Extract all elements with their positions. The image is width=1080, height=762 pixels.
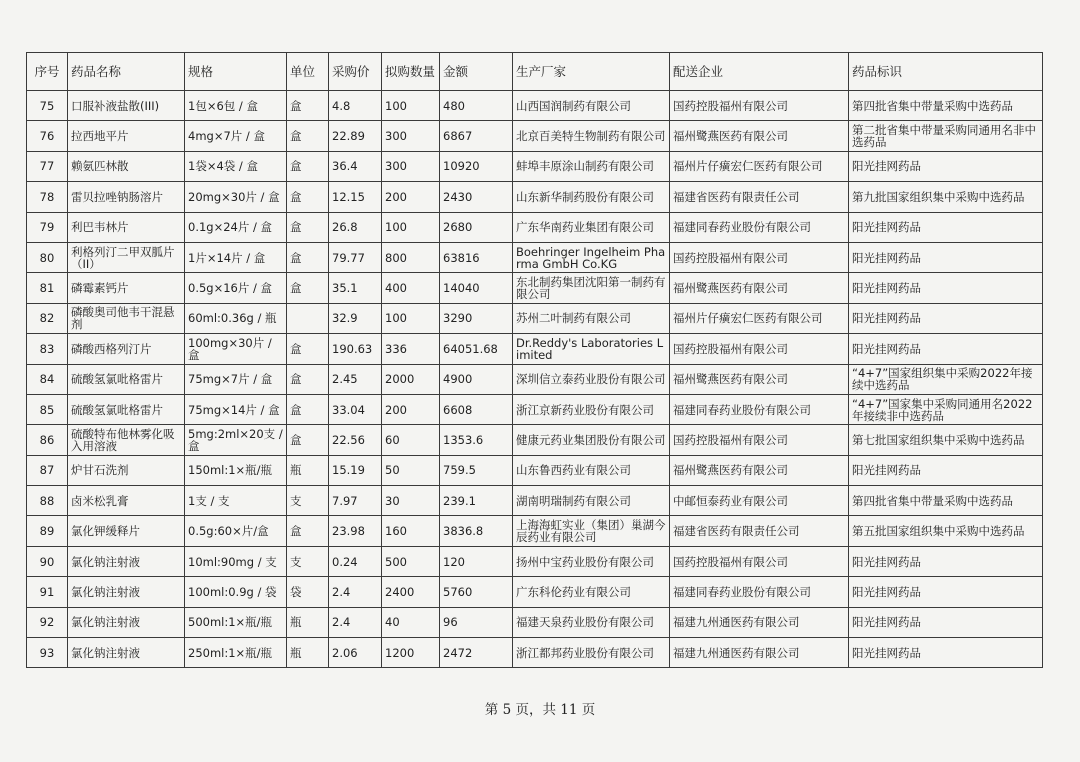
cell-seq: 81	[27, 273, 68, 303]
cell-unit: 袋	[287, 577, 329, 607]
cell-seq: 78	[27, 182, 68, 212]
cell-drug-name: 氯化钠注射液	[68, 638, 185, 668]
cell-quantity: 40	[382, 607, 440, 637]
cell-distributor: 福州片仔癀宏仁医药有限公司	[670, 303, 849, 333]
cell-drug-tag: 阳光挂网药品	[849, 242, 1043, 272]
cell-drug-tag: 阳光挂网药品	[849, 273, 1043, 303]
cell-manufacturer: 东北制药集团沈阳第一制药有限公司	[513, 273, 670, 303]
cell-quantity: 50	[382, 455, 440, 485]
cell-drug-tag: 阳光挂网药品	[849, 303, 1043, 333]
cell-drug-name: 硫酸特布他林雾化吸入用溶液	[68, 425, 185, 455]
cell-amount: 3836.8	[440, 516, 513, 546]
cell-distributor: 国药控股福州有限公司	[670, 546, 849, 576]
table-row	[27, 121, 1043, 151]
table-row	[27, 91, 1043, 121]
cell-unit	[287, 303, 329, 333]
cell-unit: 盒	[287, 273, 329, 303]
cell-drug-tag: 阳光挂网药品	[849, 638, 1043, 668]
cell-distributor: 福建同春药业股份有限公司	[670, 577, 849, 607]
cell-manufacturer: 山东新华制药股份有限公司	[513, 182, 670, 212]
table-row	[27, 455, 1043, 485]
cell-drug-tag: 阳光挂网药品	[849, 334, 1043, 364]
cell-distributor: 福建同春药业股份有限公司	[670, 394, 849, 424]
cell-quantity: 300	[382, 121, 440, 151]
table-row	[27, 182, 1043, 212]
table-row	[27, 486, 1043, 516]
cell-unit: 盒	[287, 334, 329, 364]
cell-price: 0.24	[329, 546, 382, 576]
cell-drug-name: 磷酸奥司他韦干混悬剂	[68, 303, 185, 333]
cell-price: 26.8	[329, 212, 382, 242]
cell-price: 2.4	[329, 577, 382, 607]
cell-unit: 盒	[287, 212, 329, 242]
cell-seq: 86	[27, 425, 68, 455]
cell-unit: 盒	[287, 91, 329, 121]
cell-distributor: 中邮恒泰药业有限公司	[670, 486, 849, 516]
cell-quantity: 400	[382, 273, 440, 303]
cell-seq: 92	[27, 607, 68, 637]
cell-spec: 4mg×7片 / 盒	[185, 121, 287, 151]
cell-price: 4.8	[329, 91, 382, 121]
cell-spec: 75mg×7片 / 盒	[185, 364, 287, 394]
table-row	[27, 577, 1043, 607]
cell-manufacturer: 湖南明瑞制药有限公司	[513, 486, 670, 516]
cell-seq: 84	[27, 364, 68, 394]
cell-quantity: 2400	[382, 577, 440, 607]
cell-spec: 0.5g:60×片/盒	[185, 516, 287, 546]
cell-drug-tag: “4+7”国家组织集中采购2022年接续中选药品	[849, 364, 1043, 394]
cell-manufacturer: 山东鲁西药业有限公司	[513, 455, 670, 485]
cell-distributor: 福州片仔癀宏仁医药有限公司	[670, 151, 849, 181]
cell-unit: 支	[287, 546, 329, 576]
cell-unit: 瓶	[287, 638, 329, 668]
cell-distributor: 福州鹭燕医药有限公司	[670, 273, 849, 303]
cell-amount: 6867	[440, 121, 513, 151]
cell-distributor: 国药控股福州有限公司	[670, 425, 849, 455]
cell-quantity: 100	[382, 91, 440, 121]
cell-unit: 盒	[287, 121, 329, 151]
cell-distributor: 国药控股福州有限公司	[670, 334, 849, 364]
column-header-drug-name: 药品名称	[68, 53, 185, 91]
cell-amount: 239.1	[440, 486, 513, 516]
cell-seq: 85	[27, 394, 68, 424]
cell-drug-name: 氯化钾缓释片	[68, 516, 185, 546]
cell-amount: 5760	[440, 577, 513, 607]
cell-quantity: 336	[382, 334, 440, 364]
cell-drug-tag: 阳光挂网药品	[849, 455, 1043, 485]
cell-spec: 100ml:0.9g / 袋	[185, 577, 287, 607]
cell-drug-tag: 第四批省集中带量采购中选药品	[849, 91, 1043, 121]
table-row	[27, 151, 1043, 181]
cell-drug-name: 卤米松乳膏	[68, 486, 185, 516]
cell-drug-tag: 第五批国家组织集中采购中选药品	[849, 516, 1043, 546]
cell-drug-tag: 第七批国家组织集中采购中选药品	[849, 425, 1043, 455]
cell-drug-tag: 阳光挂网药品	[849, 607, 1043, 637]
cell-amount: 1353.6	[440, 425, 513, 455]
cell-amount: 2472	[440, 638, 513, 668]
cell-spec: 0.5g×16片 / 盒	[185, 273, 287, 303]
cell-quantity: 200	[382, 182, 440, 212]
cell-spec: 1片×14片 / 盒	[185, 242, 287, 272]
cell-unit: 盒	[287, 182, 329, 212]
cell-amount: 2430	[440, 182, 513, 212]
cell-spec: 75mg×14片 / 盒	[185, 394, 287, 424]
cell-quantity: 100	[382, 212, 440, 242]
table-row	[27, 334, 1043, 364]
column-header-distributor: 配送企业	[670, 53, 849, 91]
cell-drug-tag: 第四批省集中带量采购中选药品	[849, 486, 1043, 516]
cell-unit: 盒	[287, 151, 329, 181]
cell-unit: 盒	[287, 425, 329, 455]
cell-unit: 盒	[287, 364, 329, 394]
cell-spec: 250ml:1×瓶/瓶	[185, 638, 287, 668]
cell-price: 22.89	[329, 121, 382, 151]
cell-drug-tag: 阳光挂网药品	[849, 212, 1043, 242]
cell-seq: 90	[27, 546, 68, 576]
table-row	[27, 303, 1043, 333]
cell-price: 2.45	[329, 364, 382, 394]
cell-manufacturer: Dr.Reddy's Laboratories Limited	[513, 334, 670, 364]
cell-drug-tag: 阳光挂网药品	[849, 577, 1043, 607]
cell-seq: 93	[27, 638, 68, 668]
cell-manufacturer: 福建天泉药业股份有限公司	[513, 607, 670, 637]
cell-drug-tag: 阳光挂网药品	[849, 546, 1043, 576]
cell-seq: 88	[27, 486, 68, 516]
cell-manufacturer: 扬州中宝药业股份有限公司	[513, 546, 670, 576]
cell-unit: 盒	[287, 394, 329, 424]
cell-seq: 91	[27, 577, 68, 607]
table-row	[27, 394, 1043, 424]
cell-price: 2.06	[329, 638, 382, 668]
table-row	[27, 364, 1043, 394]
cell-unit: 支	[287, 486, 329, 516]
cell-drug-name: 磷酸西格列汀片	[68, 334, 185, 364]
cell-unit: 盒	[287, 242, 329, 272]
cell-drug-name: 利巴韦林片	[68, 212, 185, 242]
table-header-row	[27, 53, 1043, 91]
column-header-price: 采购价	[329, 53, 382, 91]
table-row	[27, 242, 1043, 272]
cell-seq: 82	[27, 303, 68, 333]
cell-seq: 89	[27, 516, 68, 546]
cell-seq: 79	[27, 212, 68, 242]
cell-manufacturer: 北京百美特生物制药有限公司	[513, 121, 670, 151]
table-row	[27, 212, 1043, 242]
cell-manufacturer: 广东科伦药业有限公司	[513, 577, 670, 607]
cell-amount: 96	[440, 607, 513, 637]
cell-manufacturer: 蚌埠丰原涂山制药有限公司	[513, 151, 670, 181]
cell-spec: 500ml:1×瓶/瓶	[185, 607, 287, 637]
cell-quantity: 200	[382, 394, 440, 424]
page-number: 第 5 页，共 11 页	[484, 702, 596, 718]
column-header-amount: 金额	[440, 53, 513, 91]
cell-distributor: 福州鹭燕医药有限公司	[670, 364, 849, 394]
cell-manufacturer: 深圳信立泰药业股份有限公司	[513, 364, 670, 394]
cell-quantity: 30	[382, 486, 440, 516]
cell-price: 79.77	[329, 242, 382, 272]
drug-procurement-table	[26, 52, 1043, 668]
cell-seq: 76	[27, 121, 68, 151]
cell-spec: 20mg×30片 / 盒	[185, 182, 287, 212]
cell-distributor: 福州鹭燕医药有限公司	[670, 455, 849, 485]
cell-drug-name: 利格列汀二甲双胍片（II）	[68, 242, 185, 272]
cell-drug-tag: 第九批国家组织集中采购中选药品	[849, 182, 1043, 212]
cell-spec: 1支 / 支	[185, 486, 287, 516]
table-row	[27, 607, 1043, 637]
table-row	[27, 425, 1043, 455]
cell-drug-name: 氯化钠注射液	[68, 546, 185, 576]
cell-quantity: 160	[382, 516, 440, 546]
cell-quantity: 100	[382, 303, 440, 333]
cell-price: 23.98	[329, 516, 382, 546]
cell-distributor: 福建省医药有限责任公司	[670, 516, 849, 546]
cell-amount: 4900	[440, 364, 513, 394]
column-header-unit: 单位	[287, 53, 329, 91]
cell-distributor: 福建同春药业股份有限公司	[670, 212, 849, 242]
table-row	[27, 546, 1043, 576]
cell-amount: 759.5	[440, 455, 513, 485]
cell-amount: 14040	[440, 273, 513, 303]
cell-amount: 120	[440, 546, 513, 576]
column-header-seq: 序号	[27, 53, 68, 91]
cell-spec: 60ml:0.36g / 瓶	[185, 303, 287, 333]
cell-amount: 480	[440, 91, 513, 121]
cell-spec: 5mg:2ml×20支 / 盒	[185, 425, 287, 455]
cell-quantity: 2000	[382, 364, 440, 394]
cell-spec: 0.1g×24片 / 盒	[185, 212, 287, 242]
cell-spec: 100mg×30片 / 盒	[185, 334, 287, 364]
cell-distributor: 福建九州通医药有限公司	[670, 638, 849, 668]
table-body	[27, 91, 1043, 668]
column-header-quantity: 拟购数量	[382, 53, 440, 91]
cell-price: 15.19	[329, 455, 382, 485]
cell-spec: 1袋×4袋 / 盒	[185, 151, 287, 181]
cell-drug-name: 硫酸氢氯吡格雷片	[68, 394, 185, 424]
cell-price: 35.1	[329, 273, 382, 303]
cell-price: 12.15	[329, 182, 382, 212]
cell-quantity: 500	[382, 546, 440, 576]
cell-distributor: 福建九州通医药有限公司	[670, 607, 849, 637]
cell-quantity: 800	[382, 242, 440, 272]
cell-manufacturer: 浙江都邦药业股份有限公司	[513, 638, 670, 668]
cell-amount: 2680	[440, 212, 513, 242]
cell-manufacturer: 山西国润制药有限公司	[513, 91, 670, 121]
cell-unit: 瓶	[287, 455, 329, 485]
table-row	[27, 273, 1043, 303]
cell-manufacturer: 健康元药业集团股份有限公司	[513, 425, 670, 455]
cell-unit: 盒	[287, 516, 329, 546]
cell-spec: 1包×6包 / 盒	[185, 91, 287, 121]
cell-spec: 150ml:1×瓶/瓶	[185, 455, 287, 485]
cell-seq: 75	[27, 91, 68, 121]
cell-amount: 63816	[440, 242, 513, 272]
cell-manufacturer: 上海海虹实业（集团）巢湖今辰药业有限公司	[513, 516, 670, 546]
cell-drug-name: 雷贝拉唑钠肠溶片	[68, 182, 185, 212]
cell-seq: 83	[27, 334, 68, 364]
cell-amount: 64051.68	[440, 334, 513, 364]
cell-unit: 瓶	[287, 607, 329, 637]
cell-quantity: 1200	[382, 638, 440, 668]
cell-drug-name: 炉甘石洗剂	[68, 455, 185, 485]
cell-price: 33.04	[329, 394, 382, 424]
cell-distributor: 国药控股福州有限公司	[670, 91, 849, 121]
cell-drug-name: 磷霉素钙片	[68, 273, 185, 303]
column-header-drug-tag: 药品标识	[849, 53, 1043, 91]
cell-amount: 3290	[440, 303, 513, 333]
cell-drug-name: 赖氨匹林散	[68, 151, 185, 181]
cell-amount: 10920	[440, 151, 513, 181]
table-row	[27, 638, 1043, 668]
cell-manufacturer: 苏州二叶制药有限公司	[513, 303, 670, 333]
cell-seq: 80	[27, 242, 68, 272]
cell-drug-name: 硫酸氢氯吡格雷片	[68, 364, 185, 394]
cell-distributor: 福建省医药有限责任公司	[670, 182, 849, 212]
cell-manufacturer: Boehringer Ingelheim Pharma GmbH Co.KG	[513, 242, 670, 272]
cell-drug-tag: 第二批省集中带量采购同通用名非中选药品	[849, 121, 1043, 151]
cell-manufacturer: 广东华南药业集团有限公司	[513, 212, 670, 242]
cell-quantity: 300	[382, 151, 440, 181]
table-row	[27, 516, 1043, 546]
column-header-spec: 规格	[185, 53, 287, 91]
column-header-manufacturer: 生产厂家	[513, 53, 670, 91]
cell-price: 190.63	[329, 334, 382, 364]
cell-spec: 10ml:90mg / 支	[185, 546, 287, 576]
cell-distributor: 国药控股福州有限公司	[670, 242, 849, 272]
cell-price: 36.4	[329, 151, 382, 181]
cell-seq: 87	[27, 455, 68, 485]
cell-price: 22.56	[329, 425, 382, 455]
cell-price: 32.9	[329, 303, 382, 333]
cell-drug-name: 氯化钠注射液	[68, 607, 185, 637]
cell-price: 2.4	[329, 607, 382, 637]
cell-distributor: 福州鹭燕医药有限公司	[670, 121, 849, 151]
cell-drug-name: 拉西地平片	[68, 121, 185, 151]
cell-drug-name: 氯化钠注射液	[68, 577, 185, 607]
cell-price: 7.97	[329, 486, 382, 516]
cell-seq: 77	[27, 151, 68, 181]
cell-quantity: 60	[382, 425, 440, 455]
cell-drug-name: 口服补液盐散(III)	[68, 91, 185, 121]
cell-drug-tag: 阳光挂网药品	[849, 151, 1043, 181]
cell-amount: 6608	[440, 394, 513, 424]
cell-manufacturer: 浙江京新药业股份有限公司	[513, 394, 670, 424]
cell-drug-tag: “4+7”国家集中采购同通用名2022年接续非中选药品	[849, 394, 1043, 424]
